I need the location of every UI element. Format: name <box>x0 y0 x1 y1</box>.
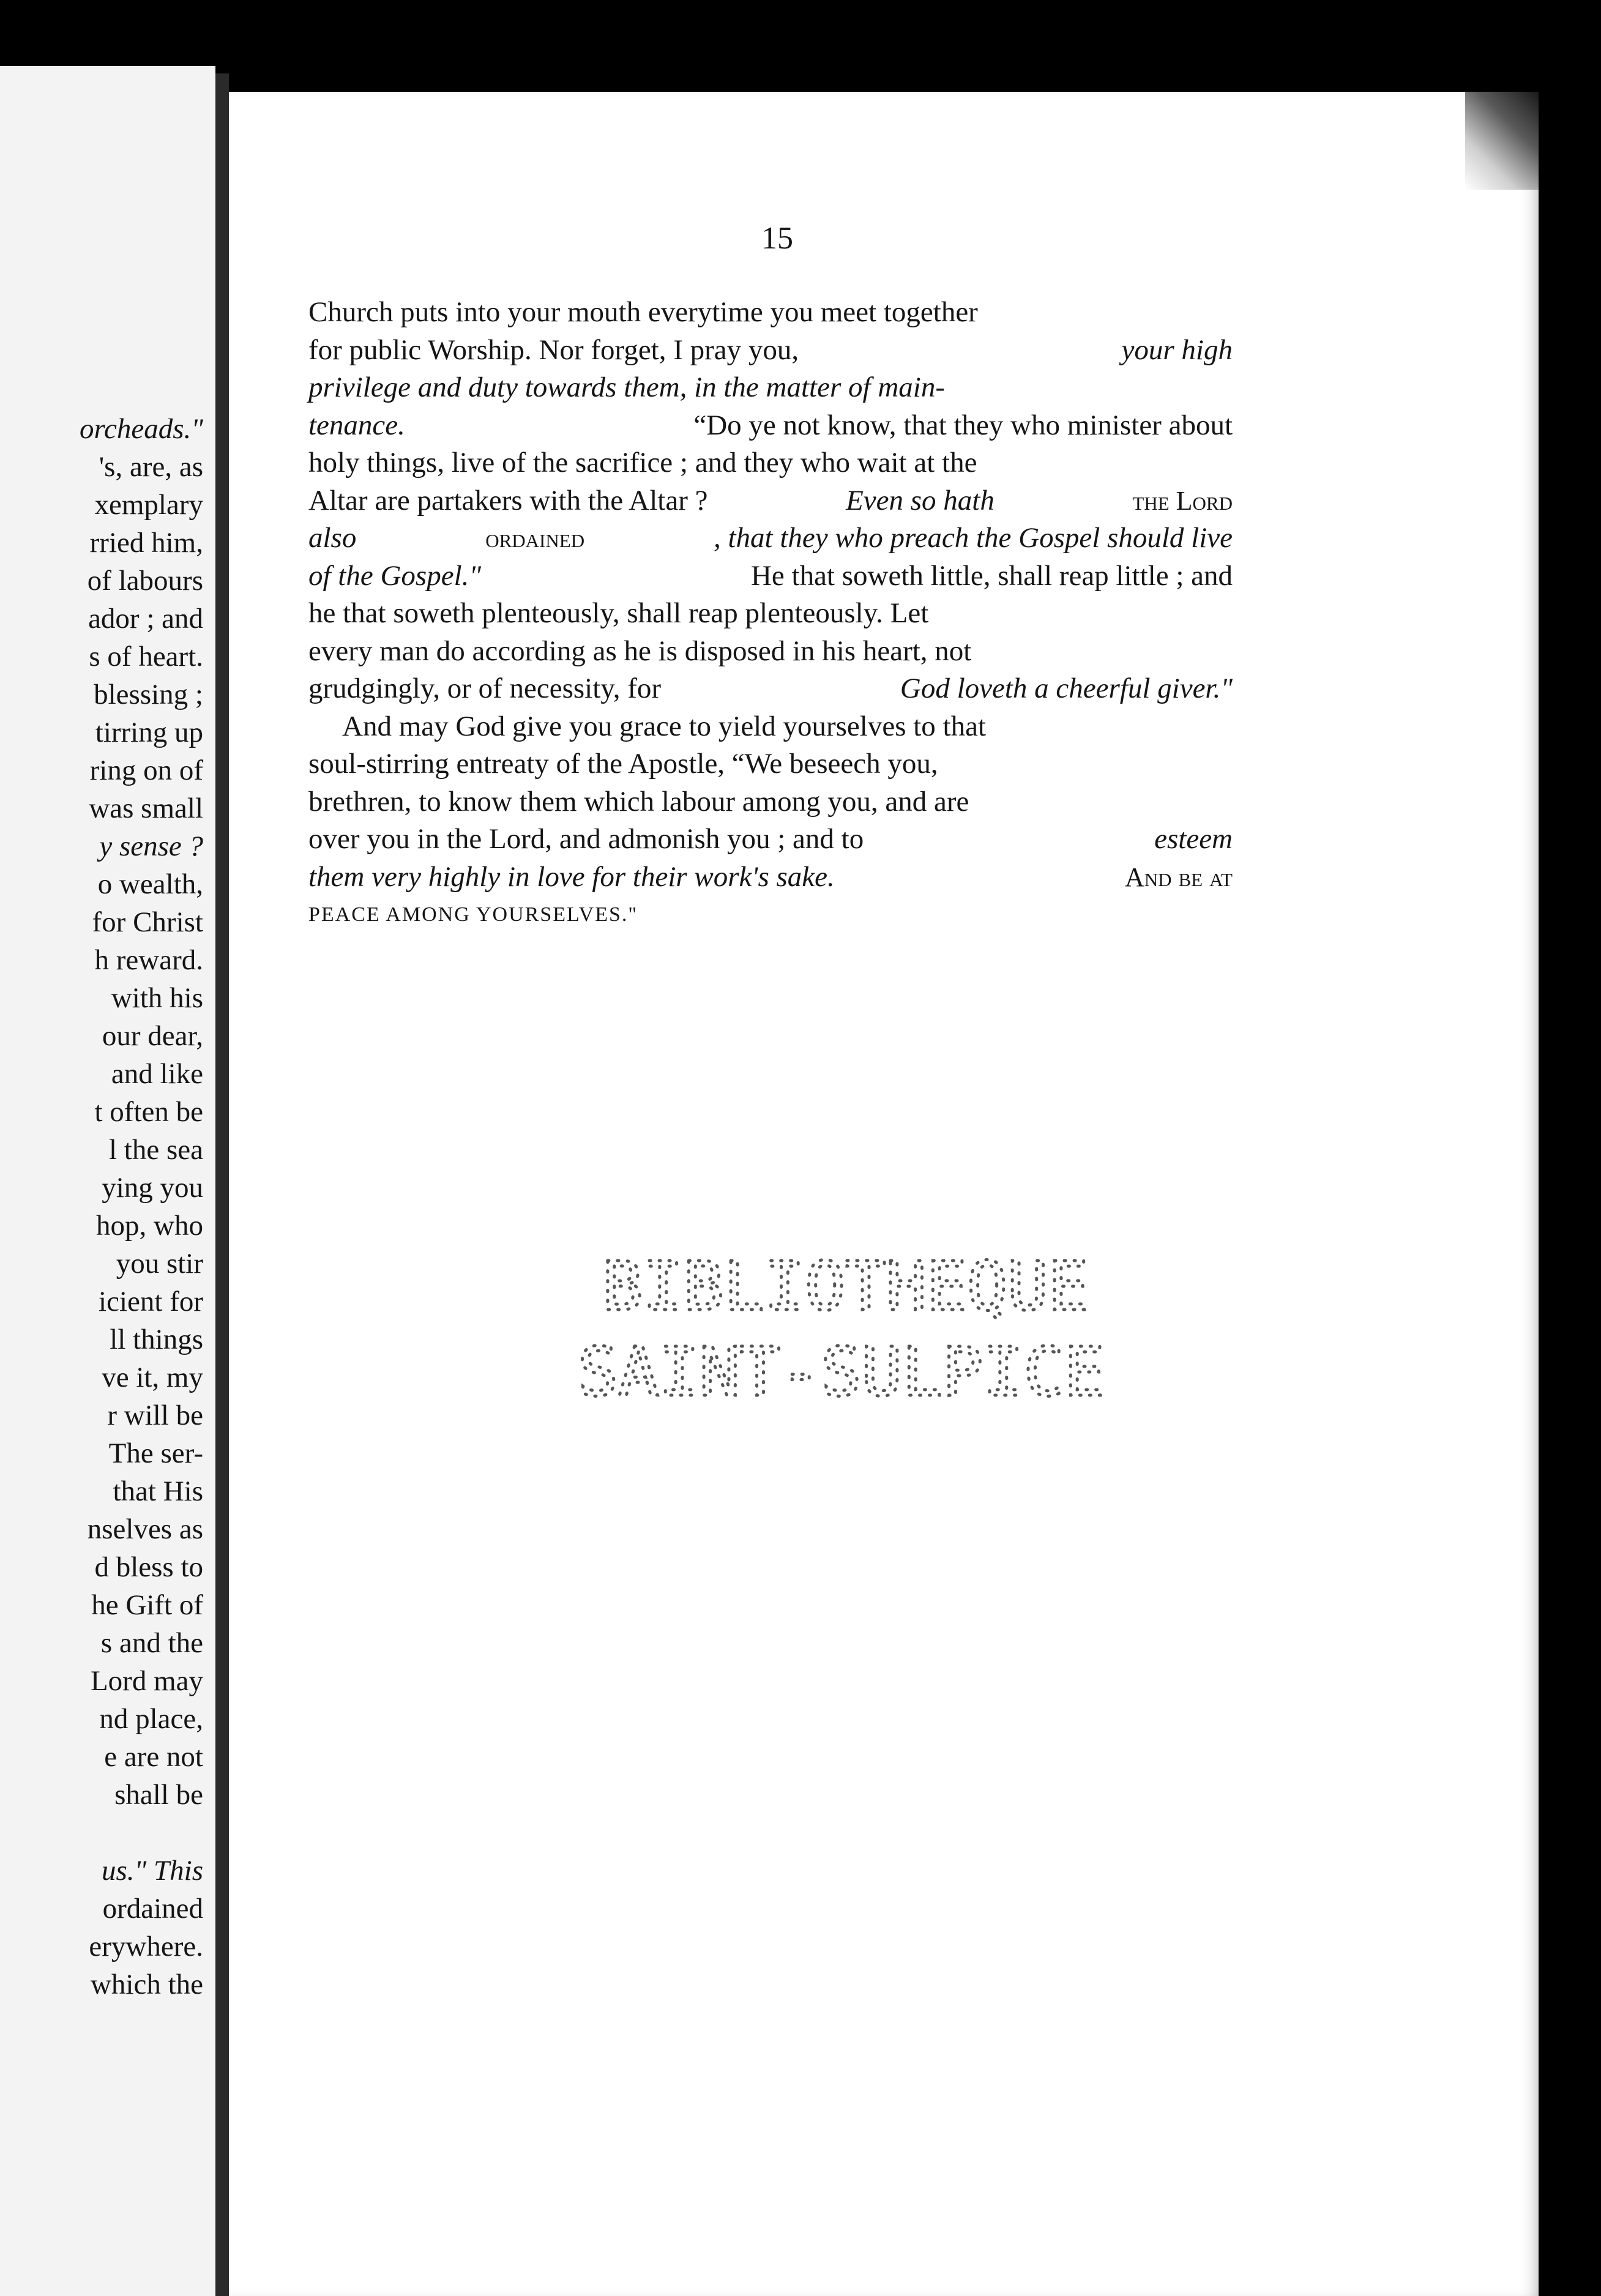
stamp-line-1: BIBLIOTHEQUE <box>602 1247 1089 1325</box>
left-page-line: with his <box>111 982 203 1014</box>
text-line: holy things, live of the sacrifice ; and they who wait at the <box>308 447 977 479</box>
text-line: brethren, to know them which labour among you, and are <box>308 785 969 818</box>
stamp-line-2: SAINT-SULPICE <box>578 1333 1105 1411</box>
left-page-line: which the <box>90 1969 203 2000</box>
text-line: Church puts into your mouth everytime you meet together <box>308 296 978 328</box>
left-page-line: our dear, <box>102 1020 203 1052</box>
left-page-line: s and the <box>100 1627 203 1659</box>
left-page-line: ador ; and <box>88 603 203 635</box>
left-page-line: s of heart. <box>89 641 203 673</box>
left-page-line: orcheads." <box>79 413 203 445</box>
left-page-text <box>0 372 203 2003</box>
text-line: tenance. “Do ye not know, that they who minister about <box>308 409 1233 441</box>
left-page-line: ying you <box>102 1172 203 1204</box>
left-page-line: you stir <box>116 1248 203 1280</box>
left-page-line: blessing ; <box>94 679 203 710</box>
left-page-line: ll things <box>110 1324 203 1355</box>
perforated-library-stamp <box>578 1236 1129 1432</box>
left-page-line <box>0 372 203 410</box>
right-page <box>229 92 1539 2296</box>
left-facing-page <box>0 66 215 2296</box>
left-page-line: of labours <box>87 565 203 597</box>
page-number: 15 <box>761 221 793 256</box>
left-page-line: y sense ? <box>99 830 203 862</box>
left-page-line: e are not <box>104 1741 203 1773</box>
left-page-line: r will be <box>107 1400 203 1431</box>
text-line: PEACE AMONG YOURSELVES." <box>308 903 638 926</box>
left-page-line: The ser- <box>108 1437 203 1469</box>
left-page-line: nselves as <box>87 1513 203 1545</box>
text-line: grudgingly, or of necessity, for God loveth a cheerful giver." <box>308 673 1233 704</box>
body-text <box>308 294 1233 934</box>
text-line: every man do according as he is disposed in his heart, not <box>308 635 972 667</box>
left-page-line: shall be <box>114 1779 203 1811</box>
left-page-line: nd place, <box>99 1703 203 1735</box>
left-page-line: o wealth, <box>97 868 203 900</box>
left-page-line: was small <box>89 792 203 824</box>
left-page-line: Lord may <box>90 1665 203 1697</box>
left-page-line: 's, are, as <box>99 451 203 483</box>
left-page-line: h reward. <box>94 944 203 976</box>
book-gutter <box>215 73 229 2296</box>
text-line: Altar are partakers with the Altar ? Even so hath the Lord <box>308 484 1233 516</box>
left-page-line: ordained <box>102 1893 203 1925</box>
left-page-line: l the sea <box>109 1134 203 1166</box>
page-curl-shadow <box>1465 92 1539 190</box>
left-page-line: hop, who <box>96 1210 203 1242</box>
stamp-svg <box>578 1236 1129 1432</box>
text-line: privilege and duty towards them, in the matter of main- <box>308 371 945 403</box>
left-page-line: erywhere. <box>89 1931 203 1962</box>
text-line: also ordained , that they who preach the Gospel should live <box>308 522 1233 554</box>
text-line: for public Worship. Nor forget, I pray you, your high <box>308 334 1233 366</box>
text-line: over you in the Lord, and admonish you ; and to esteem <box>308 823 1233 855</box>
left-page-line: d bless to <box>94 1551 203 1583</box>
left-page-line <box>0 1814 203 1852</box>
left-page-line: for Christ <box>92 906 203 938</box>
left-page-line: tirring up <box>95 717 203 748</box>
text-line: soul-stirring entreaty of the Apostle, “We beseech you, <box>308 748 938 780</box>
left-page-line: rried him, <box>89 527 203 559</box>
left-page-line: he Gift of <box>91 1589 203 1621</box>
left-page-line: us." This <box>101 1855 203 1887</box>
left-page-line: t often be <box>94 1096 203 1128</box>
left-page-line: that His <box>113 1475 203 1507</box>
left-page-line: and like <box>111 1058 203 1090</box>
left-page-line: xemplary <box>94 489 203 521</box>
left-page-line: icient for <box>99 1286 203 1318</box>
text-line: And may God give you grace to yield yourselves to that <box>342 710 987 742</box>
text-line: them very highly in love for their work's sake. And be at <box>308 860 1233 893</box>
text-line: he that soweth plenteously, shall reap plenteously. Let <box>308 597 929 629</box>
text-line: of the Gospel." He that soweth little, shall reap little ; and <box>308 559 1233 592</box>
left-page-line: ve it, my <box>102 1362 203 1393</box>
left-page-line: ring on of <box>89 755 203 786</box>
